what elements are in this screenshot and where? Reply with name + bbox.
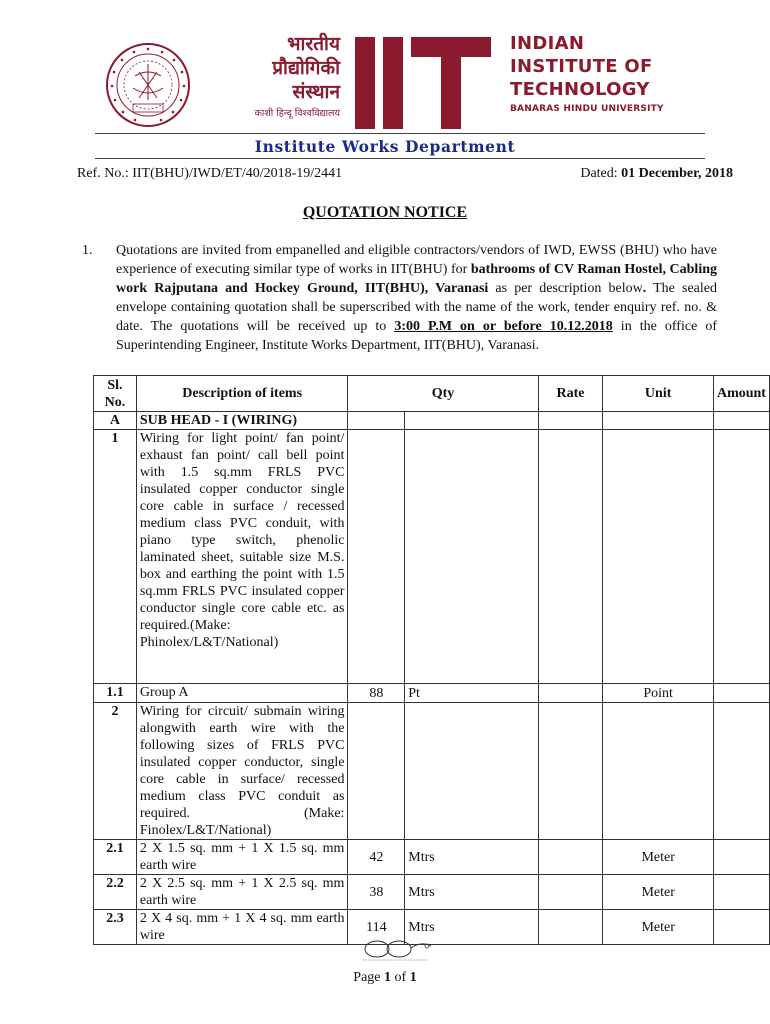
row-amount xyxy=(713,840,769,875)
row-description: 2 X 1.5 sq. mm + 1 X 1.5 sq. mm earth wire xyxy=(136,840,348,875)
row-unit-short xyxy=(405,412,538,430)
paragraph-text-2: as per description below xyxy=(488,281,643,296)
page-number xyxy=(0,970,770,986)
table-row xyxy=(94,875,770,910)
row-description: Wiring for light point/ fan point/ exhaust fan point/ call bell point with 1.5 sq.mm FRLS PVC insulated copper conductor single core cable in surface / recessed medium class PVC conduit, with piano type switch, phenolic laminated sheet, suitable size M.S. box and earthing the point with 1.5 sq.mm FRLS PVC insulated copper conductor single core cable etc. as required.(Make: Phinolex/L&T/National) xyxy=(136,430,348,684)
table-row xyxy=(94,703,770,840)
row-unit: Meter xyxy=(603,910,714,945)
header-rate: Rate xyxy=(538,376,603,412)
row-unit-short: Mtrs xyxy=(405,875,538,910)
row-rate xyxy=(538,684,603,703)
row-rate xyxy=(538,412,603,430)
row-description: 2 X 4 sq. mm + 1 X 4 sq. mm earth wire xyxy=(136,910,348,945)
row-sl-no: 1.1 xyxy=(94,684,137,703)
header-rule-top xyxy=(95,133,705,134)
paragraph-bold-1: bathrooms of CV Raman Hostel, Cabling work Rajputana and Hockey Ground, IIT(BHU), Varanasi xyxy=(116,262,718,296)
row-unit-short xyxy=(405,430,538,684)
row-description: 2 X 2.5 sq. mm + 1 X 2.5 sq. mm earth wire xyxy=(136,875,348,910)
row-qty: 42 xyxy=(348,840,405,875)
page-mid: of xyxy=(391,970,410,985)
english-line-1: INDIAN xyxy=(510,33,585,54)
paragraph-text-3: The sealed envelope containing quotation shall be superscribed with the name of the work, tender enquiry ref. no. & date. The quotations will be received up to xyxy=(116,281,717,334)
row-unit xyxy=(603,412,714,430)
quotation-table xyxy=(93,375,770,945)
row-rate xyxy=(538,703,603,840)
paragraph-deadline: 3:00 P.M on or before 10.12.2018 xyxy=(394,319,613,334)
row-rate xyxy=(538,840,603,875)
row-amount xyxy=(713,684,769,703)
row-unit: Meter xyxy=(603,840,714,875)
row-rate xyxy=(538,910,603,945)
row-amount xyxy=(713,412,769,430)
reference-number: Ref. No.: IIT(BHU)/IWD/ET/40/2018-19/2441 xyxy=(77,166,343,181)
header-sl-no: Sl. No. xyxy=(94,376,137,412)
paragraph-text-4: in the office of Superintending Engineer, Institute Works Department, IIT(BHU), Varanasi. xyxy=(116,319,717,353)
row-unit: Meter xyxy=(603,875,714,910)
paragraph-body xyxy=(116,241,717,355)
table-header-row xyxy=(94,376,770,412)
header-rule-bottom xyxy=(95,158,705,159)
english-line-2: INSTITUTE OF xyxy=(510,56,653,77)
hindi-wordmark xyxy=(220,32,340,132)
paragraph-bold-2: . xyxy=(642,281,647,296)
row-amount xyxy=(713,875,769,910)
row-unit-short: Mtrs xyxy=(405,840,538,875)
footer-emblem-icon xyxy=(355,938,435,964)
notice-title: QUOTATION NOTICE xyxy=(302,204,468,221)
hindi-line-1: भारतीय xyxy=(287,33,340,55)
notice-paragraph xyxy=(82,241,717,355)
row-sl-no: 2.3 xyxy=(94,910,137,945)
row-sl-no: 1 xyxy=(94,430,137,684)
iit-logo-icon xyxy=(353,32,493,132)
row-description: Wiring for circuit/ submain wiring alongwith earth wire with the following sizes of FRLS PVC insulated copper conductor, single core cable in surface/ recessed medium class PVC conduit as required. (Make: Finolex/L&T/National) xyxy=(136,703,348,840)
row-description: Group A xyxy=(136,684,348,703)
row-sl-no: 2 xyxy=(94,703,137,840)
row-qty: 114 xyxy=(348,910,405,945)
english-line-3: TECHNOLOGY xyxy=(510,79,650,100)
hindi-line-3: संस्थान xyxy=(292,81,340,103)
page-current: 1 xyxy=(384,970,392,985)
header-unit: Unit xyxy=(603,376,714,412)
row-rate xyxy=(538,430,603,684)
row-qty xyxy=(348,430,405,684)
date-label: Dated: xyxy=(580,166,622,181)
paragraph-text-1: Quotations are invited from empanelled and eligible contractors/vendors of IWD, EWSS (BHU) who have experience of executing similar type of works in IIT(BHU) for xyxy=(116,243,717,277)
row-unit-short xyxy=(405,703,538,840)
hindi-line-2: प्रौद्योगिकी xyxy=(272,57,340,79)
row-qty xyxy=(348,412,405,430)
letterhead xyxy=(95,22,715,132)
row-unit-short: Mtrs xyxy=(405,910,538,945)
row-sl-no: 2.2 xyxy=(94,875,137,910)
english-subtitle: BANARAS HINDU UNIVERSITY xyxy=(510,104,664,114)
english-wordmark xyxy=(510,32,720,132)
row-sl-no: 2.1 xyxy=(94,840,137,875)
date-value: 01 December, 2018 xyxy=(621,166,733,181)
row-sl-no: A xyxy=(94,412,137,430)
page-prefix: Page xyxy=(353,970,385,985)
hindi-subtitle: काशी हिन्दू विश्वविद्यालय xyxy=(254,108,340,119)
department-title: Institute Works Department xyxy=(254,137,516,156)
paragraph-number: 1. xyxy=(82,243,93,258)
date-line xyxy=(580,166,733,182)
row-amount xyxy=(713,910,769,945)
row-qty xyxy=(348,703,405,840)
row-unit xyxy=(603,703,714,840)
table-row xyxy=(94,430,770,684)
row-unit: Point xyxy=(603,684,714,703)
table-row xyxy=(94,684,770,703)
header-description: Description of items xyxy=(136,376,348,412)
row-description: SUB HEAD - I (WIRING) xyxy=(136,412,348,430)
row-rate xyxy=(538,875,603,910)
row-qty: 88 xyxy=(348,684,405,703)
row-unit-short: Pt xyxy=(405,684,538,703)
page-total: 1 xyxy=(409,970,417,985)
header-qty: Qty xyxy=(348,376,538,412)
table-row xyxy=(94,412,770,430)
row-unit xyxy=(603,430,714,684)
row-amount xyxy=(713,430,769,684)
institute-seal-icon xyxy=(105,42,191,128)
row-amount xyxy=(713,703,769,840)
header-amount: Amount xyxy=(713,376,769,412)
row-qty: 38 xyxy=(348,875,405,910)
table-row xyxy=(94,840,770,875)
